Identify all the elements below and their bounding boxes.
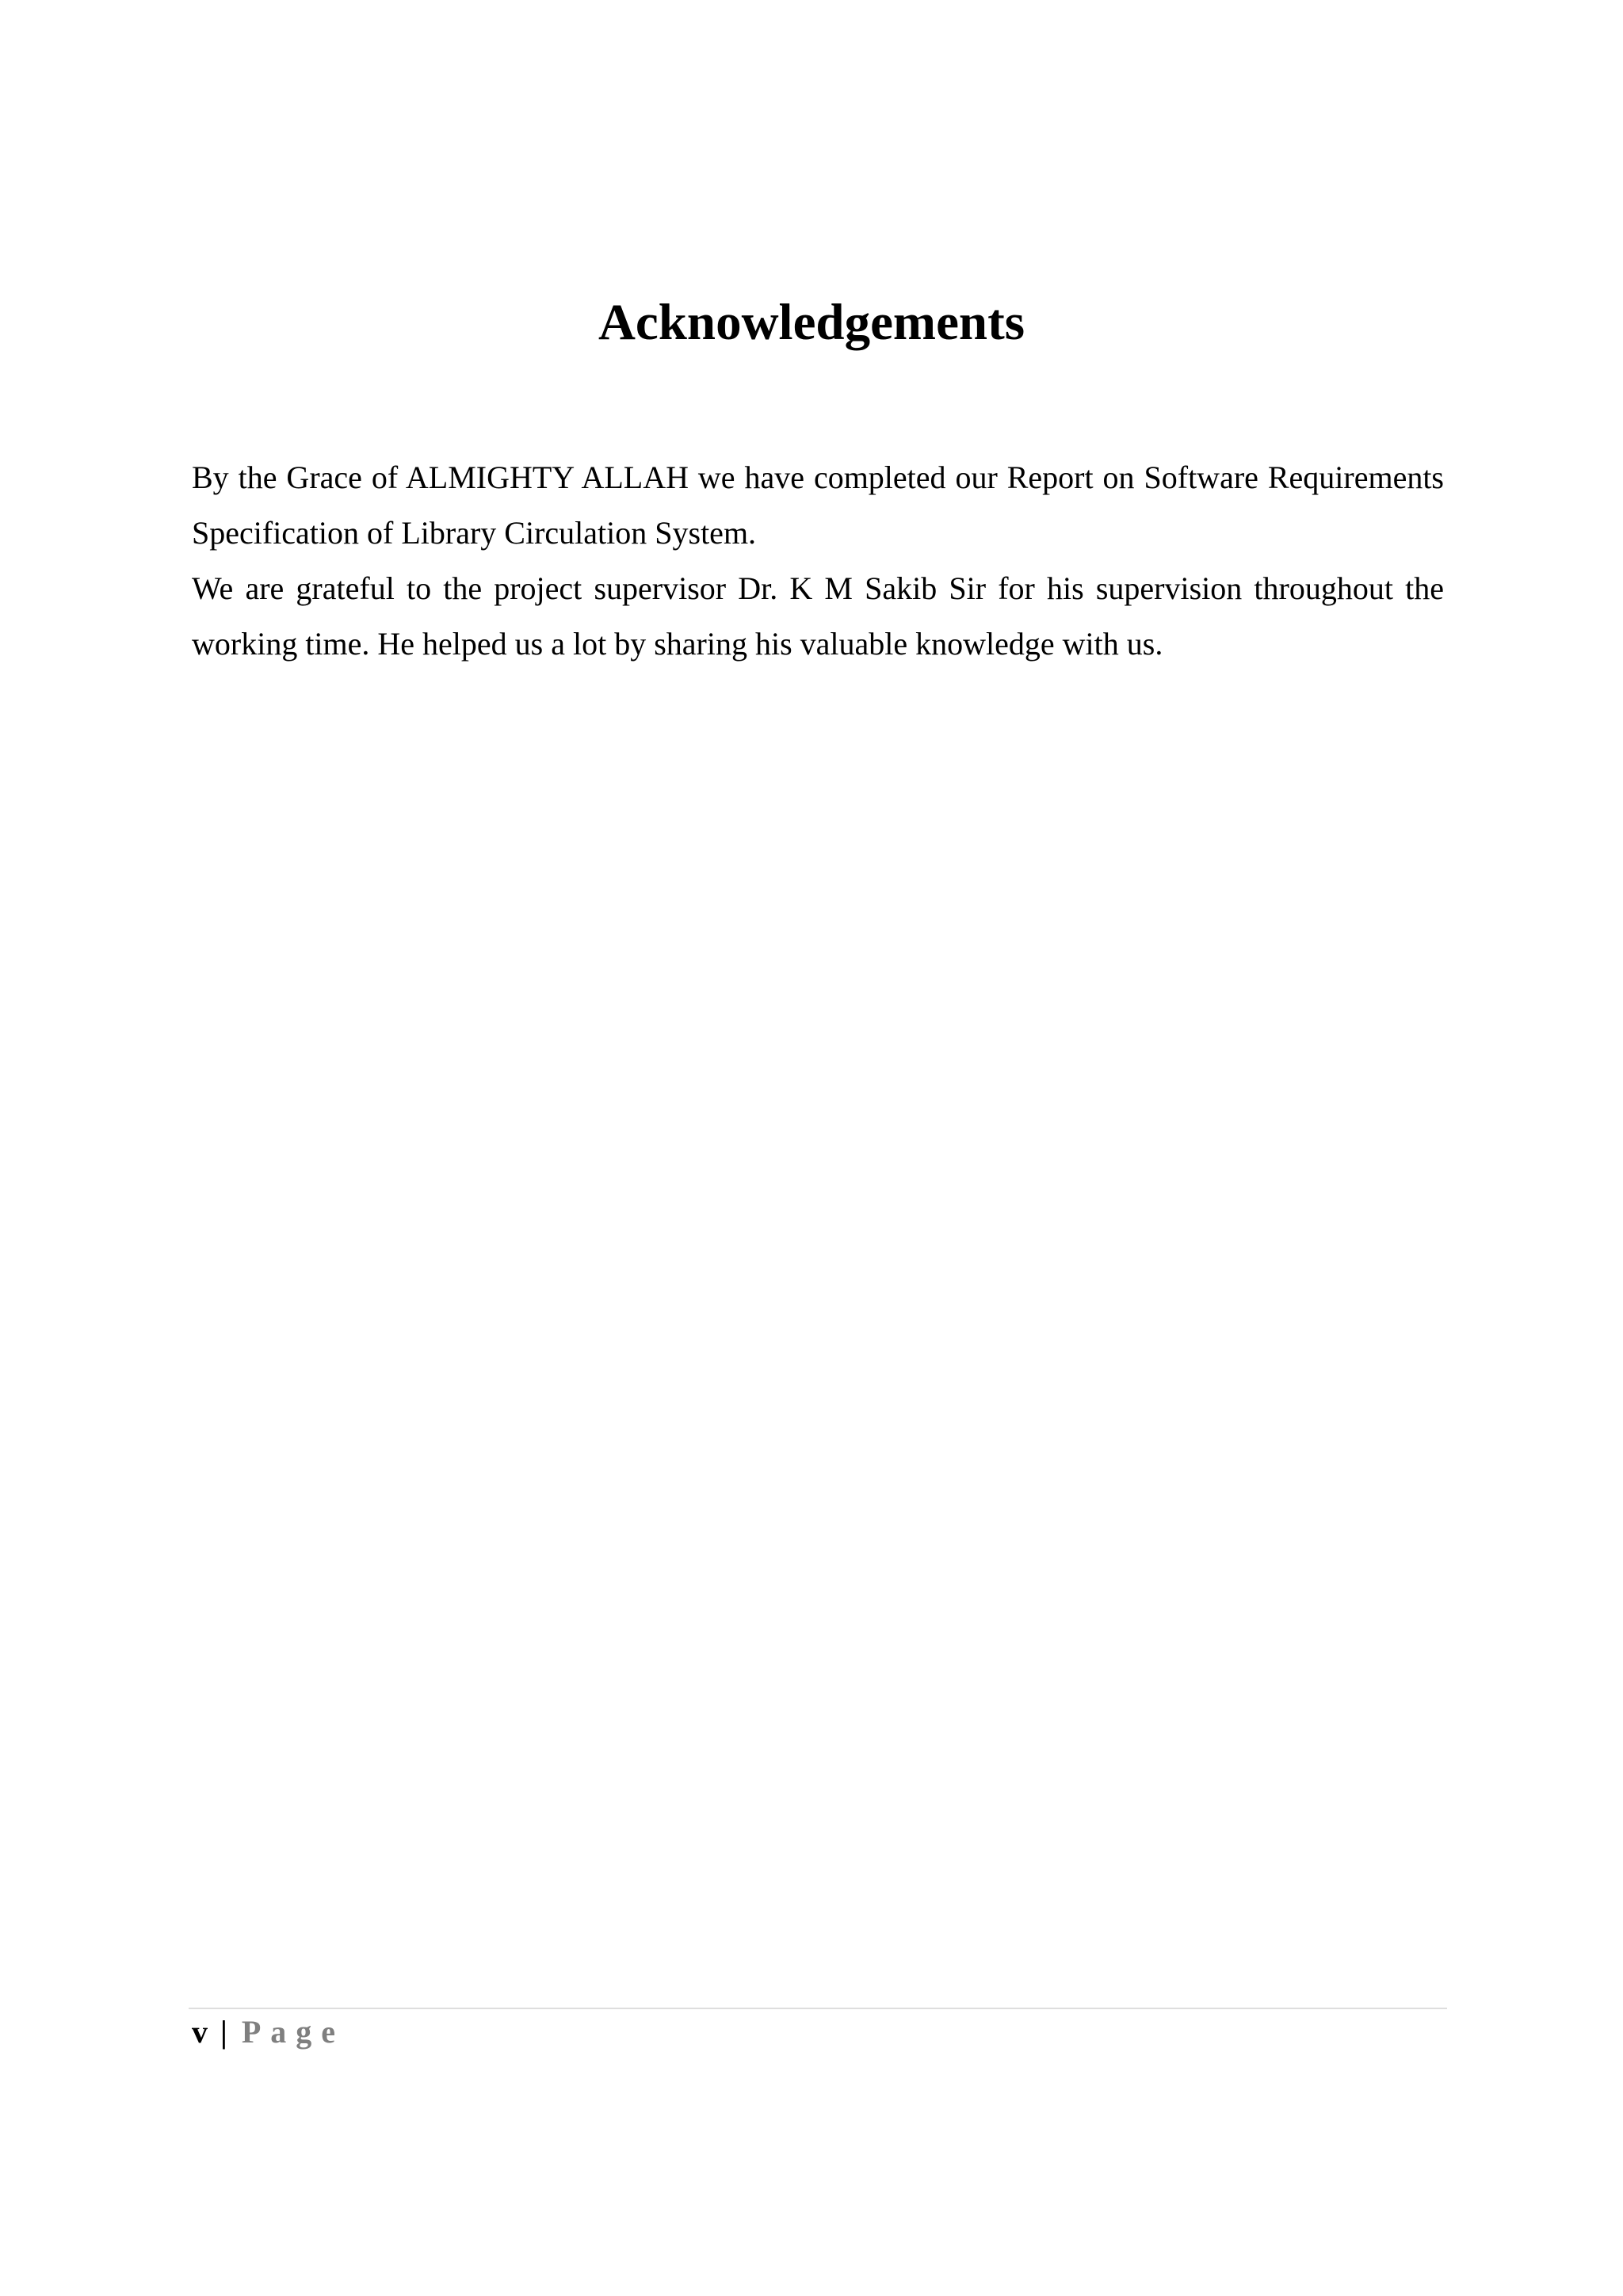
page-number: v xyxy=(192,2014,208,2050)
acknowledgement-body xyxy=(192,450,1444,672)
footer-divider xyxy=(189,2008,1447,2009)
paragraph-grace: By the Grace of ALMIGHTY ALLAH we have completed our Report on Software Requirements Specification of Library Circulation System. xyxy=(192,460,1444,551)
page-footer xyxy=(192,2011,345,2054)
page-label: Page xyxy=(241,2014,345,2050)
page-title: Acknowledgements xyxy=(598,294,1025,351)
footer-separator: | xyxy=(220,2014,227,2050)
paragraph-gratitude: We are grateful to the project supervisor Dr. K M Sakib Sir for his supervision throughout the working time. He helped us a lot by sharing his valuable knowledge with us. xyxy=(192,570,1444,662)
